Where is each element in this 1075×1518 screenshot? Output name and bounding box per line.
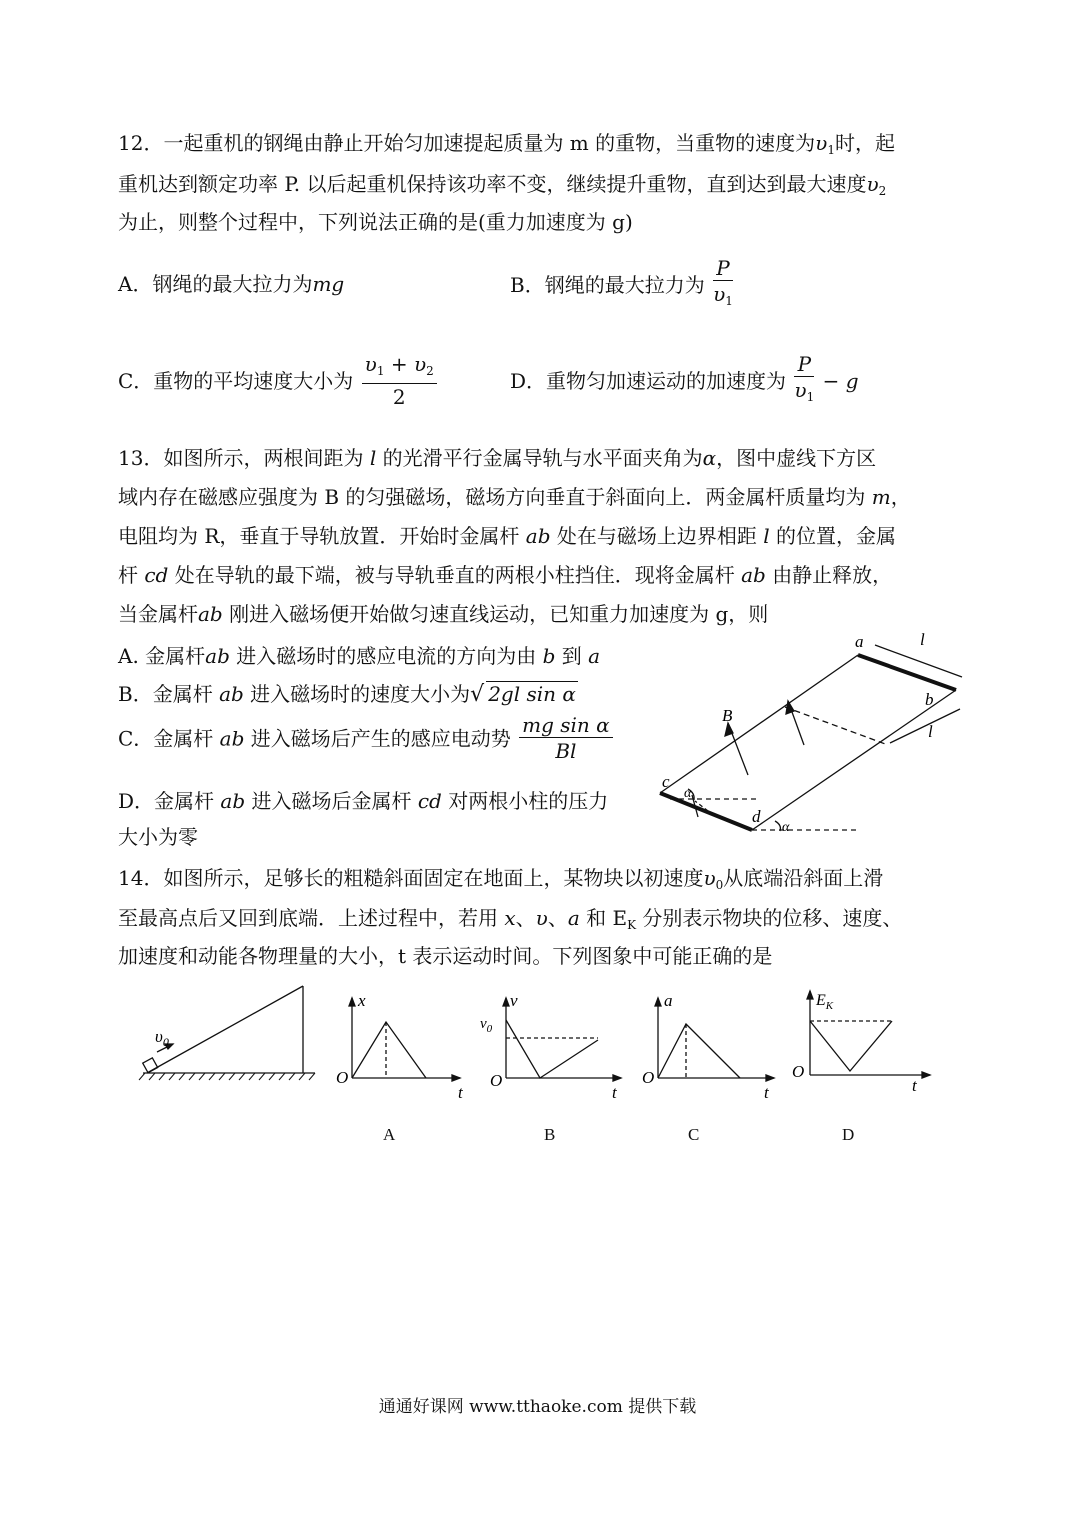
q12-line-3: 为止，则整个过程中，下列说法正确的是(重力加速度为 g) xyxy=(118,210,633,234)
svg-text:EK: $E_K$ xyxy=(816,992,834,1012)
graph-label-d: D xyxy=(842,1125,855,1144)
svg-text:t: t xyxy=(912,1076,917,1095)
graph-b-velocity xyxy=(476,990,626,1100)
graph-a-displacement xyxy=(330,990,470,1100)
fig-label-a: a xyxy=(855,632,864,651)
q14-line-1: 14．如图所示，足够长的粗糙斜面固定在地面上，某物块以初速度$\upsilon_0$从底端沿斜面上滑 xyxy=(118,866,884,892)
q13-option-d-cont: 大小为零 xyxy=(118,825,198,849)
q12-option-b: B．钢绳的最大拉力为 $\frac{P}{\upsilon_1}$ xyxy=(510,256,735,314)
incline-v0-label: $\upsilon_0$ xyxy=(155,1027,169,1049)
q14-line-2: 至最高点后又回到底端．上述过程中，若用 x、υ、a 和 $E_K$ 分别表示物块的位移、速度、 xyxy=(118,906,903,932)
graph-c-acceleration xyxy=(636,990,781,1100)
q12-option-c: C．重物的平均速度大小为 $\frac{\upsilon_1 + \upsilon_2}{2}$ xyxy=(118,352,439,410)
fig-label-alpha-1: α xyxy=(684,786,692,801)
q14-line-3: 加速度和动能各物理量的大小，t 表示运动时间。下列图象中可能正确的是 xyxy=(118,944,773,968)
fig-label-d: d xyxy=(752,807,761,826)
q13-rails-figure xyxy=(640,625,970,840)
q13-line-1: 13．如图所示，两根间距为 l 的光滑平行金属导轨与水平面夹角为α，图中虚线下方区 xyxy=(118,446,877,470)
q12-option-a: A．钢绳的最大拉力为mg xyxy=(118,272,345,296)
graph-d-kinetic-energy xyxy=(788,985,938,1100)
q13-option-c: C．金属杆 ab 进入磁场后产生的感应电动势 $\frac{\text{mg sin α}}{Bl}$ xyxy=(118,713,615,764)
svg-text:O: O xyxy=(792,1062,805,1081)
graph-label-b: B xyxy=(544,1125,556,1144)
fig-label-c: c xyxy=(662,772,670,791)
q13-line-3: 电阻均为 R，垂直于导轨放置．开始时金属杆 ab 处在与磁场上边界相距 l 的位置，金属 xyxy=(118,524,896,548)
svg-text:O: O xyxy=(490,1071,503,1090)
q13-option-a: A. 金属杆ab 进入磁场时的感应电流的方向为由 b 到 a xyxy=(118,644,601,668)
q12-line-2: 重机达到额定功率 P. 以后起重机保持该功率不变，继续提升重物，直到达到最大速度$\upsilon_2$ xyxy=(118,172,887,198)
q13-line-2: 域内存在磁感应强度为 B 的匀强磁场，磁场方向垂直于斜面向上．两金属杆质量均为 m， xyxy=(118,485,911,509)
fig-label-alpha-2: α xyxy=(782,820,790,835)
svg-text:t: t xyxy=(458,1083,463,1100)
q14-incline-figure xyxy=(135,980,320,1085)
svg-text:t: t xyxy=(764,1083,769,1100)
fig-label-l-side: l xyxy=(928,722,933,741)
svg-text:v: v xyxy=(510,991,518,1010)
svg-text:v0: $v_0$ xyxy=(480,1016,493,1035)
graph-label-a: A xyxy=(383,1125,396,1144)
svg-text:a: a xyxy=(664,991,673,1010)
svg-text:O: O xyxy=(642,1068,655,1087)
fraction-p-over-v1-d: $\frac{P}{\upsilon_1}$ xyxy=(794,352,815,404)
svg-text:t: t xyxy=(612,1083,617,1100)
graph-label-c: C xyxy=(688,1125,700,1144)
q13-option-d: D．金属杆 ab 进入磁场后金属杆 cd 对两根小柱的压力 xyxy=(118,789,609,813)
q12-option-d: D．重物匀加速运动的加速度为 $\frac{P}{\upsilon_1}$ − g xyxy=(510,352,859,410)
q12-line-1: 12．一起重机的钢绳由静止开始匀加速提起质量为 m 的重物，当重物的速度为$\upsilon_1$时，起 xyxy=(118,131,895,157)
fraction-average-velocity: $\frac{\upsilon_1 + \upsilon_2}{2}$ xyxy=(362,352,437,410)
svg-text:x: x xyxy=(358,991,366,1010)
q13-option-b: B．金属杆 ab 进入磁场时的速度大小为√ 2gl sin α xyxy=(118,682,576,707)
fig-label-b: b xyxy=(925,690,934,709)
page-footer: 通通好课网 www.tthaoke.com 提供下载 xyxy=(378,1397,697,1417)
fraction-p-over-v1: $\frac{P}{\upsilon_1}$ xyxy=(713,256,733,308)
svg-text:O: O xyxy=(336,1068,349,1087)
fraction-emf: $\frac{\text{mg sin α}}{Bl}$ xyxy=(519,713,613,764)
fig-label-l-top: l xyxy=(920,630,925,649)
q13-line-4: 杆 cd 处在导轨的最下端，被与导轨垂直的两根小柱挡住．现将金属杆 ab 由静止释放， xyxy=(118,563,893,587)
q13-line-5: 当金属杆ab 刚进入磁场便开始做匀速直线运动，已知重力加速度为 g，则 xyxy=(118,602,769,626)
fig-label-B: B xyxy=(722,706,733,725)
